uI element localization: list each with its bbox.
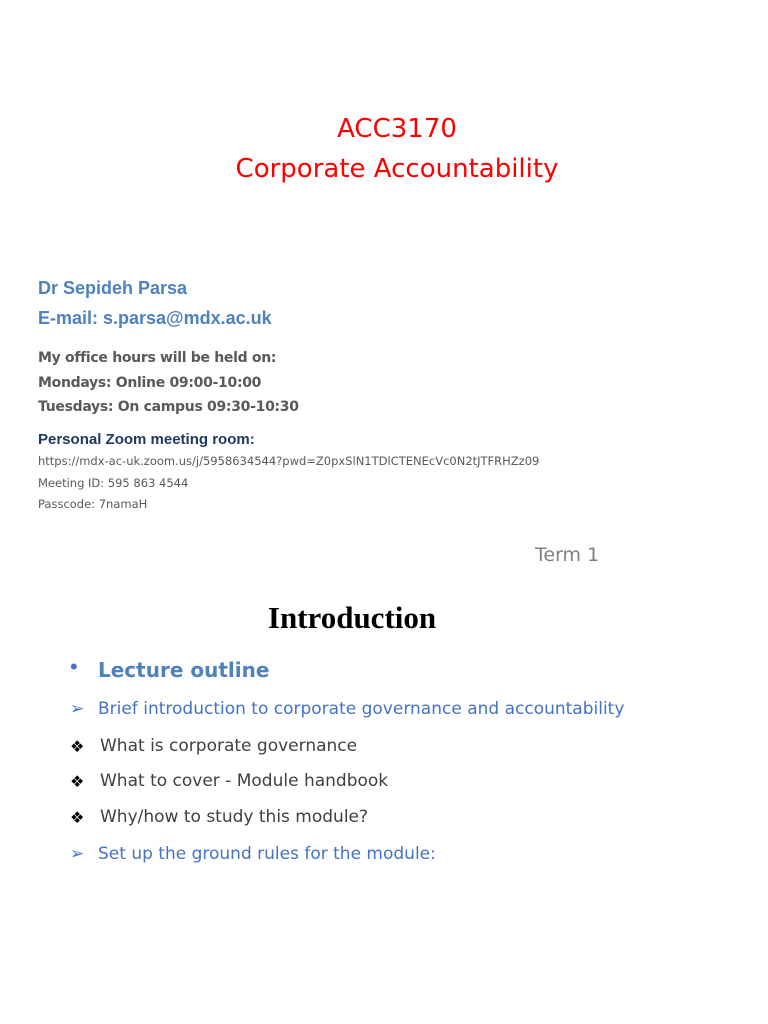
outline-item: Brief introduction to corporate governance and accountability [98,699,625,719]
office-hours-heading: My office hours will be held on: [38,350,277,366]
arrow-bullet-icon: ➢ [70,699,85,719]
outline-item: Why/how to study this module? [100,807,369,827]
arrow-bullet-icon: ➢ [70,844,85,864]
term-label: Term 1 [535,544,600,566]
diamond-bullet-icon: ❖ [70,808,85,827]
introduction-title: Introduction [267,600,437,635]
zoom-url: https://mdx-ac-uk.zoom.us/j/5958634544?pwd=Z0pxSlN1TDlCTENEcVc0N2tJTFRHZz09 [38,454,540,468]
zoom-passcode: Passcode: 7namaH [38,497,148,511]
diamond-bullet-icon: ❖ [70,772,85,791]
lecturer-name: Dr Sepideh Parsa [38,278,188,298]
zoom-meeting-id: Meeting ID: 595 863 4544 [38,476,189,490]
outline-item: What is corporate governance [100,736,358,756]
office-hours-mondays: Mondays: Online 09:00-10:00 [38,375,262,391]
lecturer-email: E-mail: s.parsa@mdx.ac.uk [38,308,272,328]
lecture-outline-label: Lecture outline [98,658,270,682]
course-title: Corporate Accountability [235,154,559,184]
diamond-bullet-icon: ❖ [70,737,85,756]
course-code: ACC3170 [337,114,457,144]
zoom-heading: Personal Zoom meeting room: [38,431,255,448]
outline-item: What to cover - Module handbook [100,771,389,791]
office-hours-tuesdays: Tuesdays: On campus 09:30-10:30 [38,399,299,415]
outline-item: Set up the ground rules for the module: [98,844,436,864]
bullet-dot-icon: • [70,654,78,679]
